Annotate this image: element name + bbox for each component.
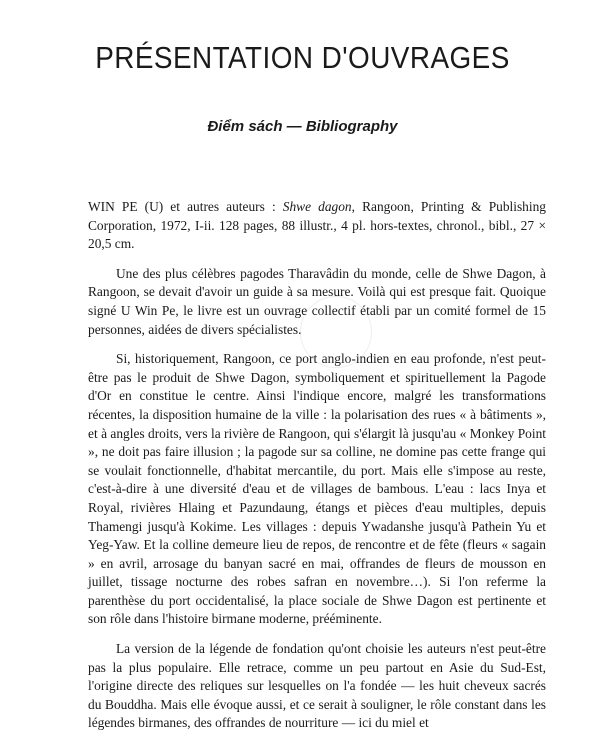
reference-author: WIN PE (U) et autres auteurs : (88, 199, 283, 214)
article-body (88, 198, 546, 744)
paragraph-1: Une des plus célèbres pagodes Tharavâdin du monde, celle de Shwe Dagon, à Rangoon, se devait d'avoir un guide à sa mesure. Voilà qui est presque fait. Quoique signé U Win Pe, le livre est un ouvrage collectif établi par un comité formel de 15 personnes, aidées de divers spécialistes. (88, 265, 546, 337)
reference-details: , Rangoon, Printing & Publishing Corporation, 1972, I-ii. 128 pages, 88 illustr., 4 pl. hors-textes, chronol., bibl., 27 × 20,5 cm. (88, 199, 546, 252)
bibliographic-reference (88, 198, 546, 254)
reference-title: Shwe dagon (282, 199, 352, 214)
page-subtitle: Điểm sách — Bibliography (207, 118, 398, 135)
paragraph-3: La version de la légende de fondation qu'ont choisie les auteurs n'est peut-être pas la plus populaire. Elle retrace, comme un peu partout en Asie du Sud-Est, l'origine directe des reliques sur lesquelles on l'a fondée — les huit cheveux sacrés du Bouddha. Mais elle évoque aussi, et ce serait à souligner, le rôle constant dans les légendes birmanes, des offrandes de nourriture — ici du miel et (88, 641, 546, 731)
page-title: PRÉSENTATION D'OUVRAGES (95, 40, 510, 75)
paragraph-2: Si, historiquement, Rangoon, ce port anglo-indien en eau profonde, n'est peut-être pas le produit de Shwe Dagon, symboliquement et spirituellement la Pagode d'Or en constitue le centre. Ainsi l'indique encore, malgré les transformations récentes, la disposition humaine de la ville : la polarisation des rues « à bâtiments », et à angles droits, vers la rivière de Rangoon, qui s'élargit là jusqu'au « Monkey Point », ne doit pas faire illusion ; la pagode sur sa colline, ne domine pas cette frange qui se voulait fonctionnelle, d'habitat mercantile, du port. Mais elle s'impose au reste, c'est-à-dire à une diversité d'eau et de villages de bambous. L'eau : lacs Inya et Royal, rivières Hlaing et Pazundaung, étangs et pièces d'eau multiples, depuis Thamengi jusqu'à Kokime. Les villages : depuis Ywadanshe jusqu'à Pathein Yu et Yeg-Yaw. Et la colline demeure lieu de repos, de rencontre et de fête (fleurs « sagain » en avril, arrosage du banyan sacré en mai, offrandes de fleurs de mousson en juillet, tissage nocturne des robes safran en novembre…). Si l'on referme la parenthèse du port occidentalisé, la place sociale de Shwe Dagon est pertinente et son rôle dans l'histoire birmane moderne, prééminente. (88, 351, 546, 627)
